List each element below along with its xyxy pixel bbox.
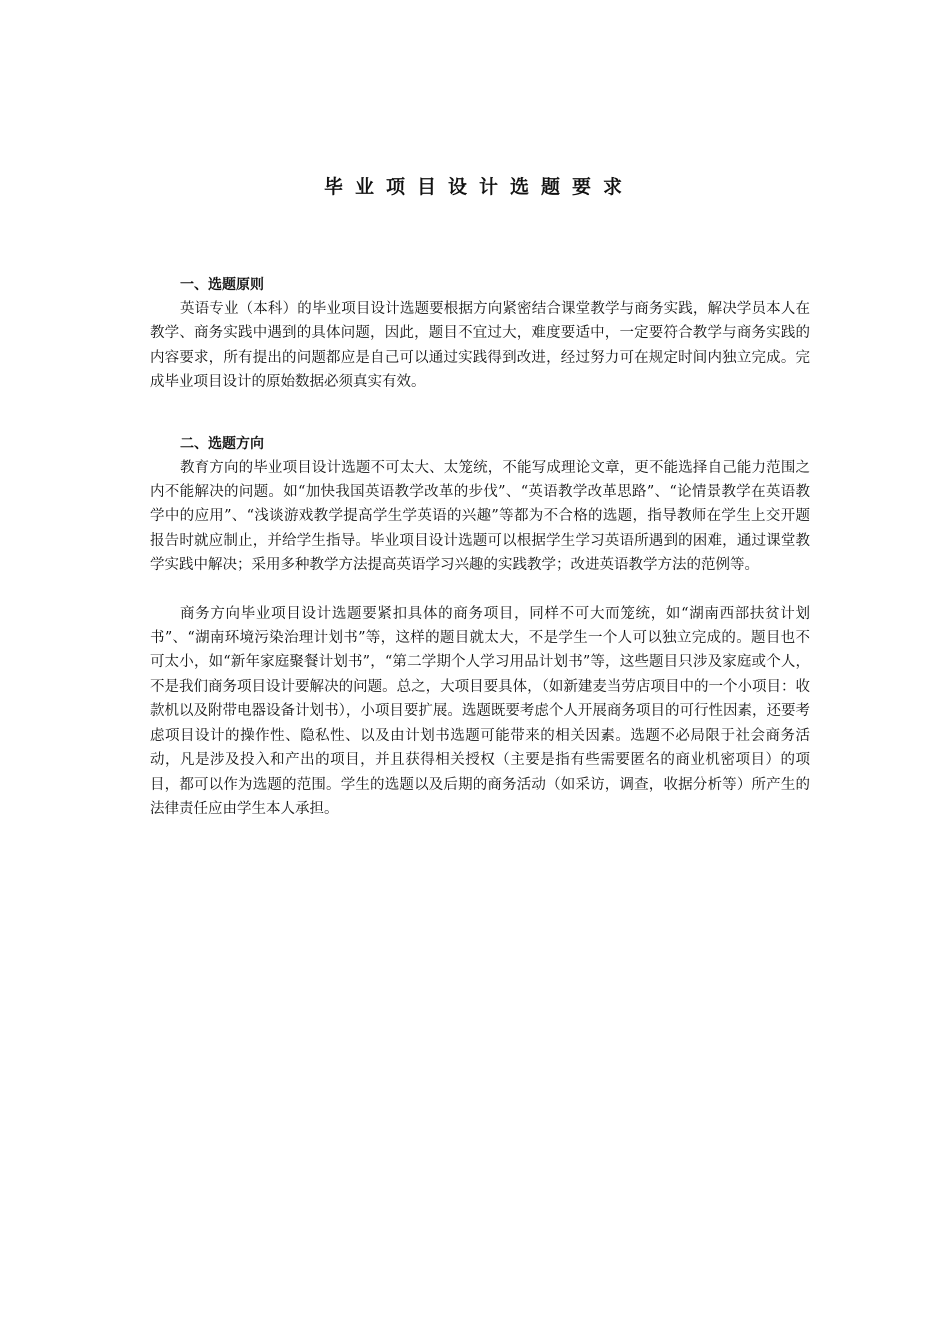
spacer [150, 395, 810, 432]
document-title: 毕业项目设计选题要求 [323, 176, 634, 198]
section-selection-direction [150, 432, 810, 822]
section-heading: 一、选题原则 [180, 277, 264, 293]
paragraph: 英语专业（本科）的毕业项目设计选题要根据方向紧密结合课堂教学与商务实践，解决学员本人在教学、商务实践中遇到的具体问题，因此，题目不宜过大，难度要适中，一定要符合教学与商务实践的内容要求，所有提出的问题都应是自己可以通过实践得到改进，经过努力可在规定时间内独立完成。完成毕业项目设计的原始数据必须真实有效。 [150, 301, 810, 391]
spacer [150, 578, 810, 602]
section-heading: 二、选题方向 [180, 435, 264, 452]
paragraph: 商务方向毕业项目设计选题要紧扣具体的商务项目，同样不可大而笼统，如“湖南西部扶贫计划书”、“湖南环境污染治理计划书”等，这样的题目就太大，不是学生一个人可以独立完成的。题目也不可太小，如“新年家庭聚餐计划书”，“第二学期个人学习用品计划书”等，这些题目只涉及家庭或个人，不是我们商务项目设计要解决的问题。总之，大项目要具体，（如新建麦当劳店项目中的一个小项目：收款机以及附带电器设备计划书），小项目要扩展。选题既要考虑个人开展商务项目的可行性因素，还要考虑项目设计的操作性、隐私性、以及由计划书选题可能带来的相关因素。选题不必局限于社会商务活动，凡是涉及投入和产出的项目，并且获得相关授权（主要是指有些需要匿名的商业机密项目）的项目，都可以作为选题的范围。学生的选题以及后期的商务活动（如采访，调查，收据分析等）所产生的法律责任应由学生本人承担。 [150, 605, 810, 817]
document-body [150, 270, 810, 821]
section-selection-principles [150, 273, 810, 395]
paragraph: 教育方向的毕业项目设计选题不可太大、太笼统，不能写成理论文章，更不能选择自己能力范围之内不能解决的问题。如“加快我国英语教学改革的步伐”、“英语教学改革思路”、“论情景教学在英语教学中的应用”、“浅谈游戏教学提高学生学英语的兴趣”等都为不合格的选题，指导教师在学生上交开题报告时就应制止，并给学生指导。毕业项目设计选题可以根据学生学习英语所遇到的困难，通过课堂教学实践中解决；采用多种教学方法提高英语学习兴趣的实践教学；改进英语教学方法的范例等。 [150, 459, 810, 574]
